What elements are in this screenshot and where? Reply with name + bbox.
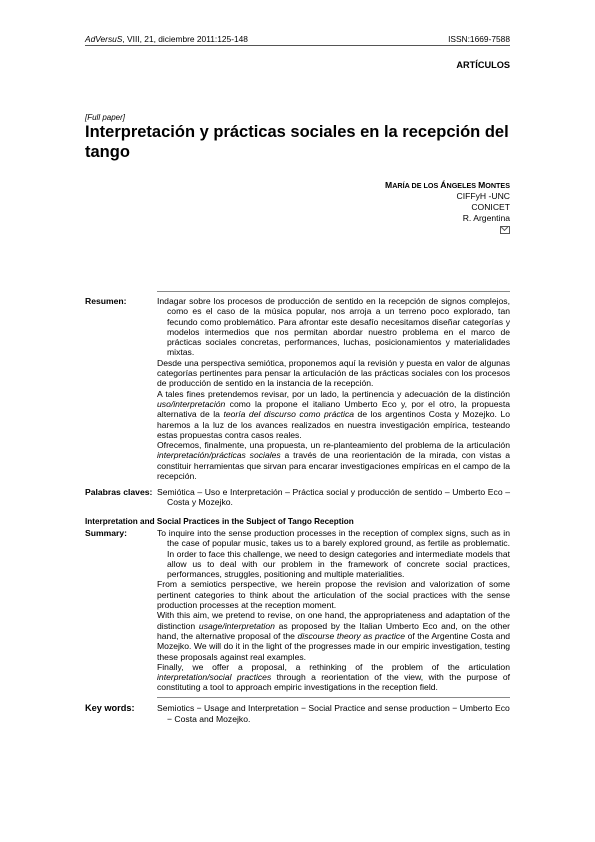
affiliation-2: CONICET <box>471 202 510 212</box>
summary-block <box>85 528 510 693</box>
summary-label: Summary: <box>85 528 128 538</box>
separator-bottom <box>157 697 510 698</box>
resumen-label: Resumen: <box>85 296 127 306</box>
keywords-label: Key words: <box>85 703 135 713</box>
paper-title: Interpretación y prácticas sociales en la recepción del tango <box>85 123 509 161</box>
citation-details: , VIII, 21, diciembre 2011:125-148 <box>122 34 248 44</box>
palabras-label: Palabras claves: <box>85 487 153 497</box>
resumen-p1: Indagar sobre los procesos de producción de sentido en la recepción de signos complejos, como es el caso de la música popular, nos arroja a un terreno poco explorado, tan fecundo como problemático. Para afrontar este desafío necesitamos diseñar categorías y modelos intermedios que nos permitan abordar nuestro problema en el marco de prácticas sociales concretas, performances, luchas, posicionamientos y materialidades mixtas. <box>157 296 510 358</box>
summary-p1: To inquire into the sense production processes in the reception of complex signs, such as in the case of popular music, takes us to a barely explored ground, as fertile as problematic. In order to face this challenge, we need to design categories and intermediate models that allow us to deal with our problem in the framework of concrete social practices, performances, struggles, positioning and multiple materialities. <box>157 528 510 580</box>
paper-type: [Full paper] <box>85 113 126 122</box>
keywords-text: Semiotics − Usage and Interpretation − Social Practice and sense production − Umberto Eco − Costa and Mozejko. <box>157 703 510 724</box>
separator-top <box>157 291 510 292</box>
affiliation-1: CIFFyH -UNC <box>456 191 510 201</box>
mail-icon[interactable] <box>500 226 510 234</box>
summary-p2: From a semiotics perspective, we herein propose the revision and valorization of some pertinent categories to think about the articulation of the social practices with the sense production processes at the reception moment. <box>157 579 510 611</box>
header-rule <box>85 45 510 46</box>
resumen-body <box>157 296 510 481</box>
citation <box>85 34 248 44</box>
summary-body <box>157 528 510 693</box>
author-block <box>385 180 510 237</box>
resumen-p3: A tales fines pretendemos revisar, por un lado, la pertinencia y adecuación de la distinción uso/interpretación como la propone el italiano Umberto Eco y, por el otro, la propuesta alternativa de la teoría del discurso como práctica de los argentinos Costa y Mozejko. Lo haremos a la luz de los avances realizados en nuestra investigación empírica, testeando estas propuestas contra casos reales. <box>157 388 510 440</box>
affiliation-3: R. Argentina <box>462 213 510 223</box>
resumen-block <box>85 296 510 481</box>
resumen-p4: Ofrecemos, finalmente, una propuesta, un re-planteamiento del problema de la articulación interpretación/prácticas sociales a través de una reorientación de la mirada, con vistas a constituir herramientas que sirvan para encarar investigaciones empíricas en el campo de la recepción. <box>157 440 511 482</box>
palabras-block <box>85 487 510 508</box>
author-name: MARÍA DE LOS ÁNGELES MONTES <box>385 180 510 190</box>
palabras-text: Semiótica – Uso e Interpretación – Práctica social y producción de sentido – Umberto Eco – Costa y Mozejko. <box>157 487 510 508</box>
english-title: Interpretation and Social Practices in the Subject of Tango Reception <box>85 517 354 526</box>
resumen-p2: Desde una perspectiva semiótica, proponemos aquí la revisión y puesta en valor de algunas categorías pertinentes para pensar la articulación de las prácticas sociales con los procesos de producción de sentido en la instancia de la recepción. <box>157 357 510 389</box>
issn: ISSN:1669-7588 <box>448 34 510 44</box>
summary-p3: With this aim, we pretend to revise, on one hand, the appropriateness and adaptation of the distinction usage/interpretation as proposed by the Italian Umberto Eco and, on the other hand, the alternative proposal of the discourse theory as practice of the Argentine Costa and Mozejko. We will do it in the light of the progresses made in our empiric investigation, testing these proposals against real examples. <box>157 610 510 662</box>
section-label: ARTÍCULOS <box>456 60 510 70</box>
journal-name: AdVersuS <box>85 34 123 44</box>
summary-p4: Finally, we offer a proposal, a rethinking of the problem of the articulation interpretation/social practices through a reorientation of the view, with the purpose of constituting a tool to approach empiric investigations in the reception field. <box>157 661 510 693</box>
